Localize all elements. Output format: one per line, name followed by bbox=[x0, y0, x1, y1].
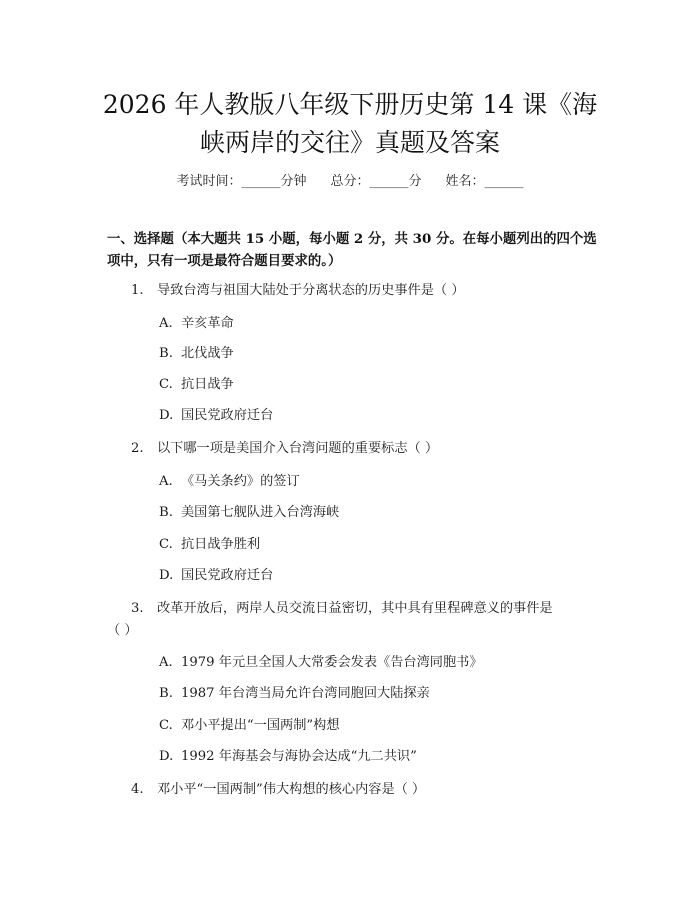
option-text: 抗日战争胜利 bbox=[181, 537, 261, 552]
question-3-option-d bbox=[159, 747, 417, 767]
question-2-option-d bbox=[159, 566, 273, 586]
option-letter: D. bbox=[159, 408, 174, 423]
option-text: 国民党政府迁台 bbox=[181, 408, 274, 423]
question-text: 以下哪一项是美国介入台湾问题的重要标志（ ） bbox=[157, 441, 439, 456]
title-line-1: 2026 年人教版八年级下册历史第 14 课《海 bbox=[102, 90, 598, 119]
section-heading: 一、选择题（本大题共 15 小题，每小题 2 分，共 30 分。在每小题列出的四个选项中，只有一项是最符合题目要求的。） bbox=[107, 231, 597, 269]
option-text: 抗日战争 bbox=[181, 377, 234, 392]
total-score-label: 总分：______分 bbox=[330, 174, 422, 189]
question-1-option-b bbox=[159, 344, 234, 364]
option-text: 1987 年台湾当局允许台湾同胞回大陆探亲 bbox=[181, 686, 430, 701]
option-letter: C. bbox=[159, 537, 173, 552]
option-letter: C. bbox=[159, 377, 173, 392]
option-letter: A. bbox=[159, 655, 173, 670]
title-line-2: 峡两岸的交往》真题及答案 bbox=[199, 128, 500, 157]
question-1-option-c bbox=[159, 375, 234, 395]
question-number: 3. bbox=[131, 601, 144, 616]
question-2-option-a bbox=[159, 472, 300, 492]
option-letter: A. bbox=[159, 474, 173, 489]
question-4 bbox=[131, 780, 425, 800]
question-text: 导致台湾与祖国大陆处于分离状态的历史事件是（ ） bbox=[157, 283, 465, 298]
option-text: 邓小平提出“一国两制”构想 bbox=[181, 718, 340, 733]
question-1 bbox=[131, 281, 465, 301]
question-3-option-a bbox=[159, 653, 483, 673]
question-3-option-c bbox=[159, 716, 340, 736]
question-2-option-b bbox=[159, 503, 339, 523]
document-title bbox=[60, 86, 640, 162]
option-letter: A. bbox=[159, 316, 173, 331]
question-1-option-d bbox=[159, 406, 273, 426]
question-1-option-a bbox=[159, 314, 234, 334]
question-3-continuation: （ ） bbox=[107, 623, 138, 638]
exam-time-label: 考试时间：______分钟 bbox=[176, 174, 307, 189]
option-text: 1979 年元旦全国人大常委会发表《告台湾同胞书》 bbox=[181, 655, 483, 670]
exam-meta bbox=[0, 170, 700, 189]
option-text: 国民党政府迁台 bbox=[181, 568, 274, 583]
option-letter: B. bbox=[159, 346, 173, 361]
option-letter: D. bbox=[159, 568, 174, 583]
option-text: 辛亥革命 bbox=[181, 316, 234, 331]
question-number: 1. bbox=[131, 283, 144, 298]
question-3 bbox=[131, 599, 553, 619]
name-label: 姓名：______ bbox=[445, 174, 524, 189]
option-letter: D. bbox=[159, 749, 174, 764]
option-letter: B. bbox=[159, 686, 173, 701]
question-text: 改革开放后，两岸人员交流日益密切，其中具有里程碑意义的事件是 bbox=[157, 601, 553, 616]
option-text: 北伐战争 bbox=[181, 346, 234, 361]
question-3-option-b bbox=[159, 684, 430, 704]
option-letter: B. bbox=[159, 505, 173, 520]
question-2 bbox=[131, 439, 438, 459]
question-2-option-c bbox=[159, 535, 260, 555]
question-number: 2. bbox=[131, 441, 144, 456]
question-text: 邓小平“一国两制”伟大构想的核心内容是（ ） bbox=[157, 782, 426, 797]
option-letter: C. bbox=[159, 718, 173, 733]
option-text: 1992 年海基会与海协会达成“九二共识” bbox=[181, 749, 417, 764]
question-number: 4. bbox=[131, 782, 144, 797]
option-text: 《马关条约》的签订 bbox=[181, 474, 300, 489]
option-text: 美国第七舰队进入台湾海峡 bbox=[181, 505, 340, 520]
